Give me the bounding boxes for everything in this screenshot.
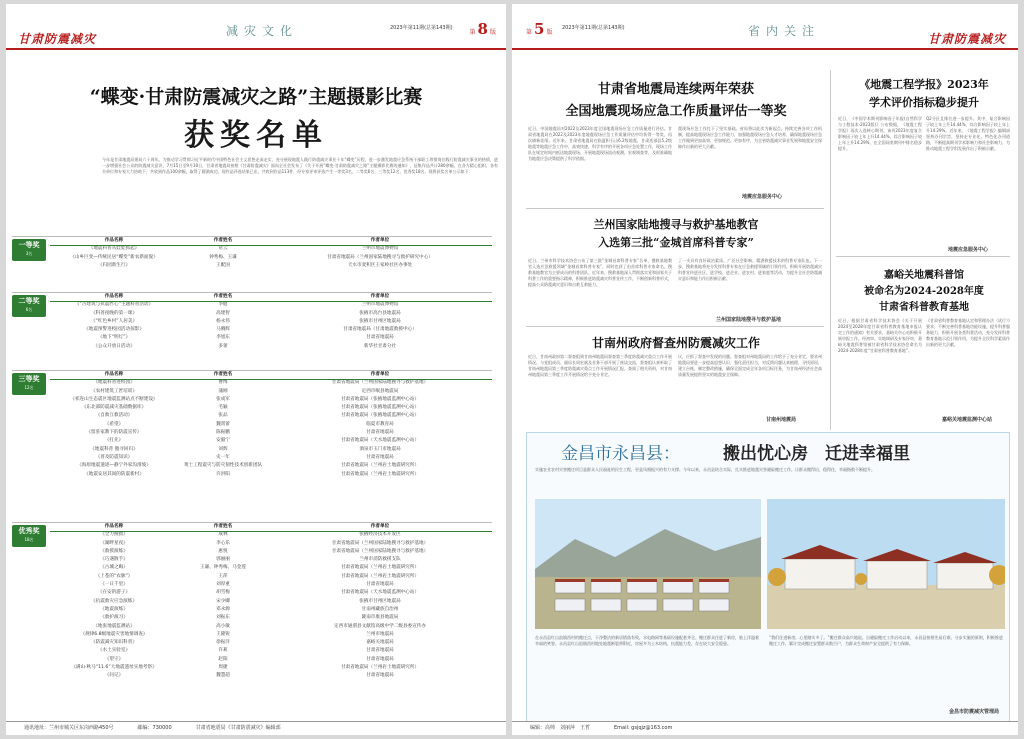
author-name: 多蕾	[218, 343, 228, 349]
article-title: 兰州国家陆地搜寻与救护基地教官	[593, 218, 759, 231]
author-name: 张品	[218, 413, 228, 419]
work-title: 《巧遇散手》	[100, 557, 128, 563]
author-unit: 甘肃省地震局（兰州岩土地震研究所）	[340, 463, 420, 469]
author-name: 郭丽丽	[216, 557, 230, 563]
work-title: 《地震科普 傲寻回归》	[90, 446, 138, 452]
author-unit: 甘肃省地震局（兰州岩土地震研究所）	[340, 573, 420, 579]
table-row	[50, 334, 492, 342]
author-unit: 甘肃省地震局（张掖地震监测中心站）	[340, 413, 420, 419]
column-header: 作者单位	[370, 372, 390, 377]
footer-staff: 编辑：高帅 刘丽萍 王哲	[530, 725, 591, 731]
footer-editor: 甘肃省地震局《甘肃防震减灾》编辑部	[195, 725, 281, 731]
work-title: 《地下“明灯”》	[97, 335, 131, 341]
header-rule	[50, 379, 492, 380]
work-title: 《救援演练》	[100, 548, 128, 554]
feature-box	[526, 432, 1010, 722]
work-title: 《古城之晦》	[100, 565, 128, 571]
page-subtitle: 获奖名单	[184, 118, 328, 153]
author-unit: 临夏市教育局	[366, 421, 394, 427]
author-unit: 天水市麦积区王家岭社区办事处	[347, 262, 413, 268]
author-name: 毛颖	[218, 405, 228, 411]
author-name: 许莉	[218, 648, 228, 654]
table-row	[50, 429, 492, 437]
work-title: 《防震减灾知识科普》	[91, 640, 137, 646]
work-title: 《农村建筑工匠培训》	[91, 388, 137, 394]
author-unit: 甘肃省地震局（兰州岩土地震研究所）	[340, 665, 420, 671]
column-header: 作者单位	[370, 524, 390, 529]
work-title: 《东北部防震减灾基础数据库》	[81, 405, 147, 411]
table-row	[50, 606, 492, 614]
section-title: 减灾文化	[226, 24, 299, 38]
article-body: 近日，甘南州政府第二督查组到甘南州地震局督查第三季度防震减灾重点工作开展情况。与党组成员、副局长周宏斌及业务干部开展了座谈交流，督查组认真听取了甘南州地震局第三季度防震减灾重点工作开展情况汇报，查阅了相关资料，对甘南州地震局第三季度工作开展情况给予充分肯定。	[528, 354, 672, 377]
table-row	[50, 404, 492, 412]
author-unit: 陇南市康县地震局	[361, 615, 399, 621]
village-photo	[535, 499, 761, 629]
author-unit: 甘肃省地震局	[366, 335, 394, 341]
author-unit: 甘肃省地震局（张掖地震监测中心站）	[340, 405, 420, 411]
table-row	[50, 254, 492, 262]
table-row	[50, 647, 492, 655]
work-title: 《留驻家教下的防震宣传》	[86, 430, 142, 436]
page-number: 第 5 版	[526, 20, 553, 38]
author-name: 徐振洋	[216, 640, 230, 646]
author-name: 马腾辉	[216, 327, 230, 333]
author-unit: 甘肃省地震局（兰州国家陆地搜寻与救护基地）	[331, 548, 429, 554]
article-body: 议，应抓了督查中发现的问题。督查组对州地震局的工作给予了充分肯定，要求州地震局要进一步提高思想认识，强化责任担当，对反馈问题认真梳理，寻找原因，建立台账，制定整改措施，确保全面完成全年各项目标任务，为甘南州经济社会高质量发展提供坚实的地震安全保障。	[678, 354, 822, 377]
table-row	[50, 639, 492, 647]
article-body: 近日，根据甘肃省科学技术协会《关于开展2024至2028年度甘肃省科普教育基地申报认定工作的通知》有关要求，嘉峪关中心站积极开展申报工作。经初审、实地调研及专家评审，嘉峪关地震科普馆被甘肃省科学技术协会命名为2024-2028年度“甘肃省科普教育基地”。	[838, 318, 922, 353]
work-title: 《普及防震知识》	[95, 454, 133, 460]
article-source: 兰州国家陆地搜寻与救护基地	[716, 317, 782, 323]
table-row	[50, 412, 492, 420]
column-header: 作品名称	[104, 372, 124, 377]
table-row	[50, 318, 492, 326]
author-name: 安毅宁	[216, 438, 230, 444]
table-row	[50, 672, 492, 680]
table-row	[50, 564, 492, 572]
feature-title-place: 金昌市永昌县：	[561, 444, 680, 464]
article-source: 金昌市防震减灾管理局	[948, 709, 999, 715]
author-unit: 张掖市高台县地震局	[359, 310, 401, 316]
author-name: 钟秀梅、王谦	[209, 254, 237, 260]
table-row	[50, 343, 492, 351]
table-row	[50, 421, 492, 429]
table-row	[50, 656, 492, 664]
table-row	[50, 614, 492, 622]
feature-intro: 实施农业农村灾害搬迁项目是群众人民福祉的民生工程，更是凤凰振兴的有力支撑。今年以来，永昌县结合实际，扎实推进地震灾害避险搬迁工作，让群众搬得出、稳得住，幸福指数不断提升。	[535, 467, 875, 472]
author-name: 陈振鹏	[216, 430, 230, 436]
author-unit: 甘肃省地震局（兰州岩土地震研究所）	[340, 565, 420, 571]
work-title: 《归园新生行》	[97, 262, 131, 268]
table-row	[50, 664, 492, 672]
work-title: 《水土实验室》	[97, 648, 131, 654]
table-row	[50, 581, 492, 589]
feature-body: “我们住进新房，心里踏实多了。”搬迁群众高兴地说。自避险搬迁工作启动以来，永昌县按照先易后难、分步实施的原则，积极推进搬迁工作，累计完成搬迁安置群众数百户，为群众生命财产安全提供了有力保障。	[769, 635, 1003, 646]
author-name: 王隆锐	[216, 631, 230, 637]
table-header	[50, 371, 492, 379]
article-body: 近日，兰州市科学技术协会公布了第三批“金城首席科普专家”名单，搜救基地教官入选应急救援领域“金城首席科普专家”，同时也获了由首席科普专家命名，搜救基地教官为主要成员的科普团队。近年来，搜救基地深入贯彻落实党和国家关于科普工作的重要指示精神，积极推进防震减灾科普宣传工作，不断创新科普形式，提高公众防震减灾意识和自救互救能力。	[528, 258, 672, 287]
article-source: 地震应急服务中心	[948, 247, 989, 253]
work-title: 《问记》	[104, 673, 124, 679]
author-unit: 兰州市地震博物馆	[361, 246, 399, 252]
author-name: 惠悦	[218, 548, 228, 554]
divider	[836, 256, 1010, 257]
author-unit: 甘肃省地震局（兰州岩土地震研究所）	[340, 471, 420, 477]
author-unit: 张掖经济技术开发区	[359, 532, 401, 538]
author-name: 王谦、钟秀梅、马金莲	[200, 565, 246, 571]
table-row	[50, 556, 492, 564]
author-name: 刘辉	[218, 446, 228, 452]
brand-logo: 甘肃防震减灾	[18, 32, 97, 46]
table-header	[50, 523, 492, 531]
author-name: 魏慧超	[216, 673, 230, 679]
table-row	[50, 589, 492, 597]
column-header: 作者姓名	[213, 372, 233, 377]
author-name: 赵阳	[218, 656, 228, 662]
author-unit: 定西市岷县地震局	[361, 388, 399, 394]
award-table	[50, 371, 492, 479]
award-badge: 三等奖 12名	[12, 373, 46, 395]
intro-text: 今年是甘肃地震局建局六十周年。为推动学习贯彻习近平新时代中国特色社会主义思想走深走实，充分展现地震人践行防震减灾事业十年“蝶变”历程，进一步激发地震应急系统干部职工珍惜岗位践行防震减灾事业的热情，进一步增强社会公众的防震减灾意识，7月15日至9月30日，甘肃省地震局按照《甘肃防震减灾》面向全社会发布了《关于开展“蝶变·甘肃防震减灾之路”主题摄影比赛的通知》，征集作品共计280余幅，在各方精心组织、各有关单位和专家大力协助下，共收到作品100余幅，取得了圆满成功。现作品评选结果已出，共收到作品113件，经专家评审评选产生一等奖3名，二等奖6名，三等奖12名，优秀奖18名。现将获奖名单公示如下：	[102, 157, 498, 174]
author-name: 张成军	[216, 396, 230, 402]
work-title: 《“古建筑与抗震匠心”主题科普活动》	[74, 302, 154, 308]
footer-address: 通讯地址：兰州市城关区东岗西路450号	[24, 725, 114, 731]
author-name: 刘厚重	[216, 582, 230, 588]
award-block-second	[12, 292, 492, 358]
author-unit: 甘肃省地震局（天水地震监测中心站）	[340, 590, 420, 596]
page-number: 第 8 版	[469, 20, 496, 38]
feature-title: 搬出忧心房 迁进幸福里	[723, 444, 910, 464]
author-unit: 酒泉市玉门市地震局	[359, 446, 401, 452]
footer-email: Email: gsjqjz@163.com	[614, 725, 673, 731]
author-name: 宋少卿	[216, 598, 230, 604]
table-row	[50, 446, 492, 454]
author-unit: 张掖市甘州区地震局	[359, 318, 401, 324]
award-badge: 二等奖 6名	[12, 295, 46, 317]
divider	[526, 326, 824, 327]
author-name: 李心乐	[216, 540, 230, 546]
work-title: 《希望》	[104, 421, 124, 427]
author-name: 成林	[218, 532, 228, 538]
author-unit: 甘南州藏族自治州	[361, 606, 399, 612]
article-source: 甘南州地震局	[766, 417, 797, 423]
author-name: 邓永源	[216, 606, 230, 612]
footer	[512, 721, 1018, 735]
table-row	[50, 301, 492, 309]
column-header: 作品名称	[104, 294, 124, 299]
table-row	[50, 540, 492, 548]
author-unit: 甘肃省地震局（兰州国家陆地搜寻与救护基地）	[331, 540, 429, 546]
table-row	[50, 396, 492, 404]
table-row	[50, 262, 492, 270]
award-block-merit	[12, 522, 492, 718]
article-title: 甘肃省科普教育基地	[879, 302, 969, 313]
work-title: 《祁连山生态震区地震监测站点不断建设》	[70, 396, 158, 402]
author-name: 蒲刚	[218, 388, 228, 394]
column-header: 作者单位	[370, 238, 390, 243]
table-row	[50, 462, 492, 470]
author-unit: 甘肃省地震局	[366, 656, 394, 662]
author-name: 常云	[218, 246, 228, 252]
table-row	[50, 454, 492, 462]
masthead-left	[6, 4, 506, 50]
divider	[526, 208, 824, 209]
work-title: 《抗震救灾应急演练》	[91, 598, 137, 604]
table-row	[50, 379, 492, 387]
author-name: 杨永伟	[216, 318, 230, 324]
article-body: 震现场应急工作打下了坚实基础。省局将以此次为新起点，持续完善各项工作机制，提高地震现场应急工作能力，加强地震现场应急人才培养，确保地震现场应急工作做到更加高效、更加规范、更加有序，为全省防震减灾事业发展和地震安全保障作出新的更大贡献。	[678, 126, 822, 149]
author-unit: 新华社甘肃分社	[363, 343, 397, 349]
footer-postcode: 邮编：730000	[137, 725, 172, 731]
work-title: 《地震安居其间的防震新村》	[84, 471, 144, 477]
table-row	[50, 245, 492, 253]
table-row	[50, 326, 492, 334]
table-header	[50, 237, 492, 245]
author-name: 魏霄蕾	[216, 421, 230, 427]
article-title: 嘉峪关地震科普馆	[884, 270, 964, 281]
author-name: 曹博	[218, 380, 228, 386]
author-name: 李健	[218, 302, 228, 308]
right-page	[512, 4, 1018, 735]
work-title: 《公众开放日活动》	[93, 343, 135, 349]
footer	[6, 721, 506, 735]
header-rule	[50, 531, 492, 532]
issue-info: 2023年第11期(总第143期)	[390, 25, 453, 31]
author-name: 许洪阳	[216, 471, 230, 477]
table-row	[50, 631, 492, 639]
table-row	[50, 573, 492, 581]
author-unit: 甘肃省地震局（天水地震监测中心站）	[340, 438, 420, 444]
award-table	[50, 523, 492, 681]
work-title: 《打先》	[104, 438, 124, 444]
column-header: 作者姓名	[213, 294, 233, 299]
work-title: 《湖畔星夜》	[100, 540, 128, 546]
issue-info: 2023年第11期(总第143期)	[562, 25, 625, 31]
work-title: 《地震科普从娃娃抓起》	[88, 246, 140, 252]
author-unit: 甘肃省地震局	[366, 582, 394, 588]
table-row	[50, 437, 492, 445]
author-unit: 兰州市地震博物馆	[361, 302, 399, 308]
table-row	[50, 598, 492, 606]
article-source: 嘉峪关地震监测中心站	[942, 417, 993, 423]
page-title: “蝶变·甘肃防震减灾之路”主题摄影比赛	[89, 86, 423, 108]
table-row	[50, 548, 492, 556]
column-header: 作品名称	[104, 524, 124, 529]
column-header: 作者姓名	[213, 524, 233, 529]
work-title: 《科普夜晚的第一课》	[91, 310, 137, 316]
work-title: 《地张地震监测站》	[93, 623, 135, 629]
table-row	[50, 388, 492, 396]
work-title: 《地震演练》	[100, 606, 128, 612]
header-rule	[50, 301, 492, 302]
article-title: 《地震工程学报》2023年	[859, 78, 989, 91]
article-source: 地震应急服务中心	[742, 194, 783, 200]
author-unit: 甘肃省地震局（兰州国家陆地搜寻与救护基地）	[331, 380, 429, 386]
author-name: 李旭东	[216, 335, 230, 341]
article-title: 被命名为2024-2028年度	[864, 286, 984, 297]
brand-logo: 甘肃防震减灾	[927, 32, 1006, 46]
author-unit: 甘肃省地震局（张掖地震监测中心站）	[340, 396, 420, 402]
table-row	[50, 531, 492, 539]
author-name: 胡雪梅	[216, 590, 230, 596]
masthead-right	[512, 4, 1018, 50]
award-badge: 一等奖 3名	[12, 239, 46, 261]
author-unit: 兰州市消防救援支队	[359, 557, 401, 563]
author-unit: 兰州市地震局	[366, 631, 394, 637]
author-name: 王配国	[216, 262, 230, 268]
column-header: 作者单位	[370, 294, 390, 299]
work-title: 《山乡巨变—传统民居“蝶变”新农新面貌》	[70, 254, 158, 260]
author-name: 周捷	[218, 665, 228, 671]
work-title: 《海原地震遗迹—静宁外家沟滑坡》	[77, 463, 151, 469]
author-unit: 张掖市甘州区地震局	[359, 598, 401, 604]
author-unit: 甘肃省地震局	[366, 673, 394, 679]
article-body: 近日，《中国学术期刊影响因子年报(自然科学与工程技术·2023版)》公布数据，《地震工程学报》再次入选核心期刊。该刊2023年度复合影响因子较上年上升14.44%，综合影响因子较上年上升14.29%，在全国同类期刊中排名稳步提升。	[838, 116, 922, 151]
article-title: 甘南州政府督查州防震减灾工作	[591, 336, 760, 350]
work-title: 《自救互救活动》	[95, 413, 133, 419]
work-title: 《上苍的“农脉”》	[95, 573, 133, 579]
author-unit: 甘肃省地震局（甘肃地震救援中心）	[343, 327, 417, 333]
author-unit: 甘肃省地震局	[366, 430, 394, 436]
award-block-first	[12, 236, 492, 278]
author-name: 高建智	[216, 310, 230, 316]
work-title: 《望守》	[104, 656, 124, 662]
author-unit: 定西市通渭县文献馆高级中学二级县委宣传办	[334, 623, 426, 629]
author-name: 王萍	[218, 573, 228, 579]
award-table	[50, 293, 492, 351]
work-title: 《一日千里》	[100, 582, 128, 588]
article-title: 甘肃省地震局连续两年荣获	[597, 82, 754, 97]
header-rule	[50, 245, 492, 246]
work-title: 《地震科普进校园》	[93, 380, 135, 386]
article-body: 近日，中国地震局对2022及2023年度全国地震现场应急工作质量进行评估。甘肃省地震局在2022及2023年度地震现场应急工作质量评估中均获得一等奖，再次刷新佳绩。近年来，甘肃省地震局在临夏积石山6.2级地震、甘肃迭部县5.2级地震等地震应急工作中，高效快速，科学有序的开展各项应急处置工作，现场工作队在规定时间内抵达地震现场，开展地震现场流动观测、宏观调查等，及时准确地为地震应急决策提供了科学依据。	[528, 126, 672, 161]
award-badge: 优秀奖 18名	[12, 525, 46, 547]
work-title: 《“红色乡村”人居美》	[90, 318, 138, 324]
new-houses-photo	[767, 499, 1005, 629]
author-unit: 甘肃省地震局	[366, 454, 394, 460]
column-header: 作者姓名	[213, 238, 233, 243]
table-row	[50, 623, 492, 631]
table-row	[50, 471, 492, 479]
award-table	[50, 237, 492, 270]
work-title: 《在安的游子》	[97, 590, 131, 596]
column-divider	[830, 70, 831, 430]
article-body: Q2分区且排名进一步提升。其中，复合影响因子较上年上升14.44%，综合影响因子较上年上升14.29%。近年来，《地震工程学报》编辑部坚持办刊宗旨，坚持走专业化、特色化办刊道路，不断提高期刊学术影响力和社会影响力，为推动地震工程学科发展作出了积极贡献。	[926, 116, 1010, 151]
left-page	[6, 4, 506, 735]
work-title: 《满山·秋马“11.6”大地震遗址实地考察》	[71, 665, 157, 671]
work-title: 《规律6.8级地震灾害地情调查》	[80, 631, 148, 637]
work-title: 《地震预警进校园活动掠影》	[84, 327, 144, 333]
table-row	[50, 310, 492, 318]
award-block-third	[12, 370, 492, 512]
article-title: 全国地震现场应急工作质量评估一等奖	[565, 104, 787, 119]
table-header	[50, 293, 492, 301]
article-title: 入选第三批“金城首席科普专家”	[598, 236, 754, 249]
author-name: 黄土工程震灾与防灾韧性技术创新团队	[183, 463, 263, 469]
section-title: 省内关注	[748, 24, 821, 38]
author-name: 史一年	[216, 454, 230, 460]
work-title: 《救护演习》	[100, 615, 128, 621]
article-body: 《甘肃省科普教育基地认定和管理办法（试行）》要求，不断完善科普基地功能设施，提升科普服务能力，积极开展各类科普活动，充分发挥科普教育基地示范引领作用，为提升全民科学素质作出新的更大贡献。	[926, 318, 1010, 347]
author-unit: 甘肃省地震局（兰州国家陆地搜寻与救护研究中心）	[327, 254, 433, 260]
author-unit: 甘肃省地震局	[366, 648, 394, 654]
author-unit: 嘉峪关地震局	[366, 640, 394, 646]
author-name: 高小敏	[216, 623, 230, 629]
article-body: 了一支具有良好政治素质、广泛社会影响、精湛救援技术的科普专家队伍。下一步，搜救基地将充分发挥科普专家在应急救援领域的引领作用，积极开展防震减灾科普宣传进社区、进学校、进企业、进农村、进家庭等活动，为提升全社会防震减灾意识和能力作出积极贡献。	[678, 258, 822, 281]
author-name: 刘振东	[216, 615, 230, 621]
feature-body: 在永昌县红山窑镇西村的搬迁点，干净整洁的新居错落有致，水电路网等基础设施配套齐全。搬迁群众住进了新房，脸上洋溢着幸福的笑容。永昌县红山窑镇西村地处地震断裂带附近，房屋多为土木结构，抗震能力差，存在较大安全隐患。	[535, 635, 759, 646]
article-title: 学术评价指标稳步提升	[869, 96, 979, 109]
work-title: 《全力搜救》	[100, 532, 128, 538]
column-header: 作品名称	[104, 238, 124, 243]
